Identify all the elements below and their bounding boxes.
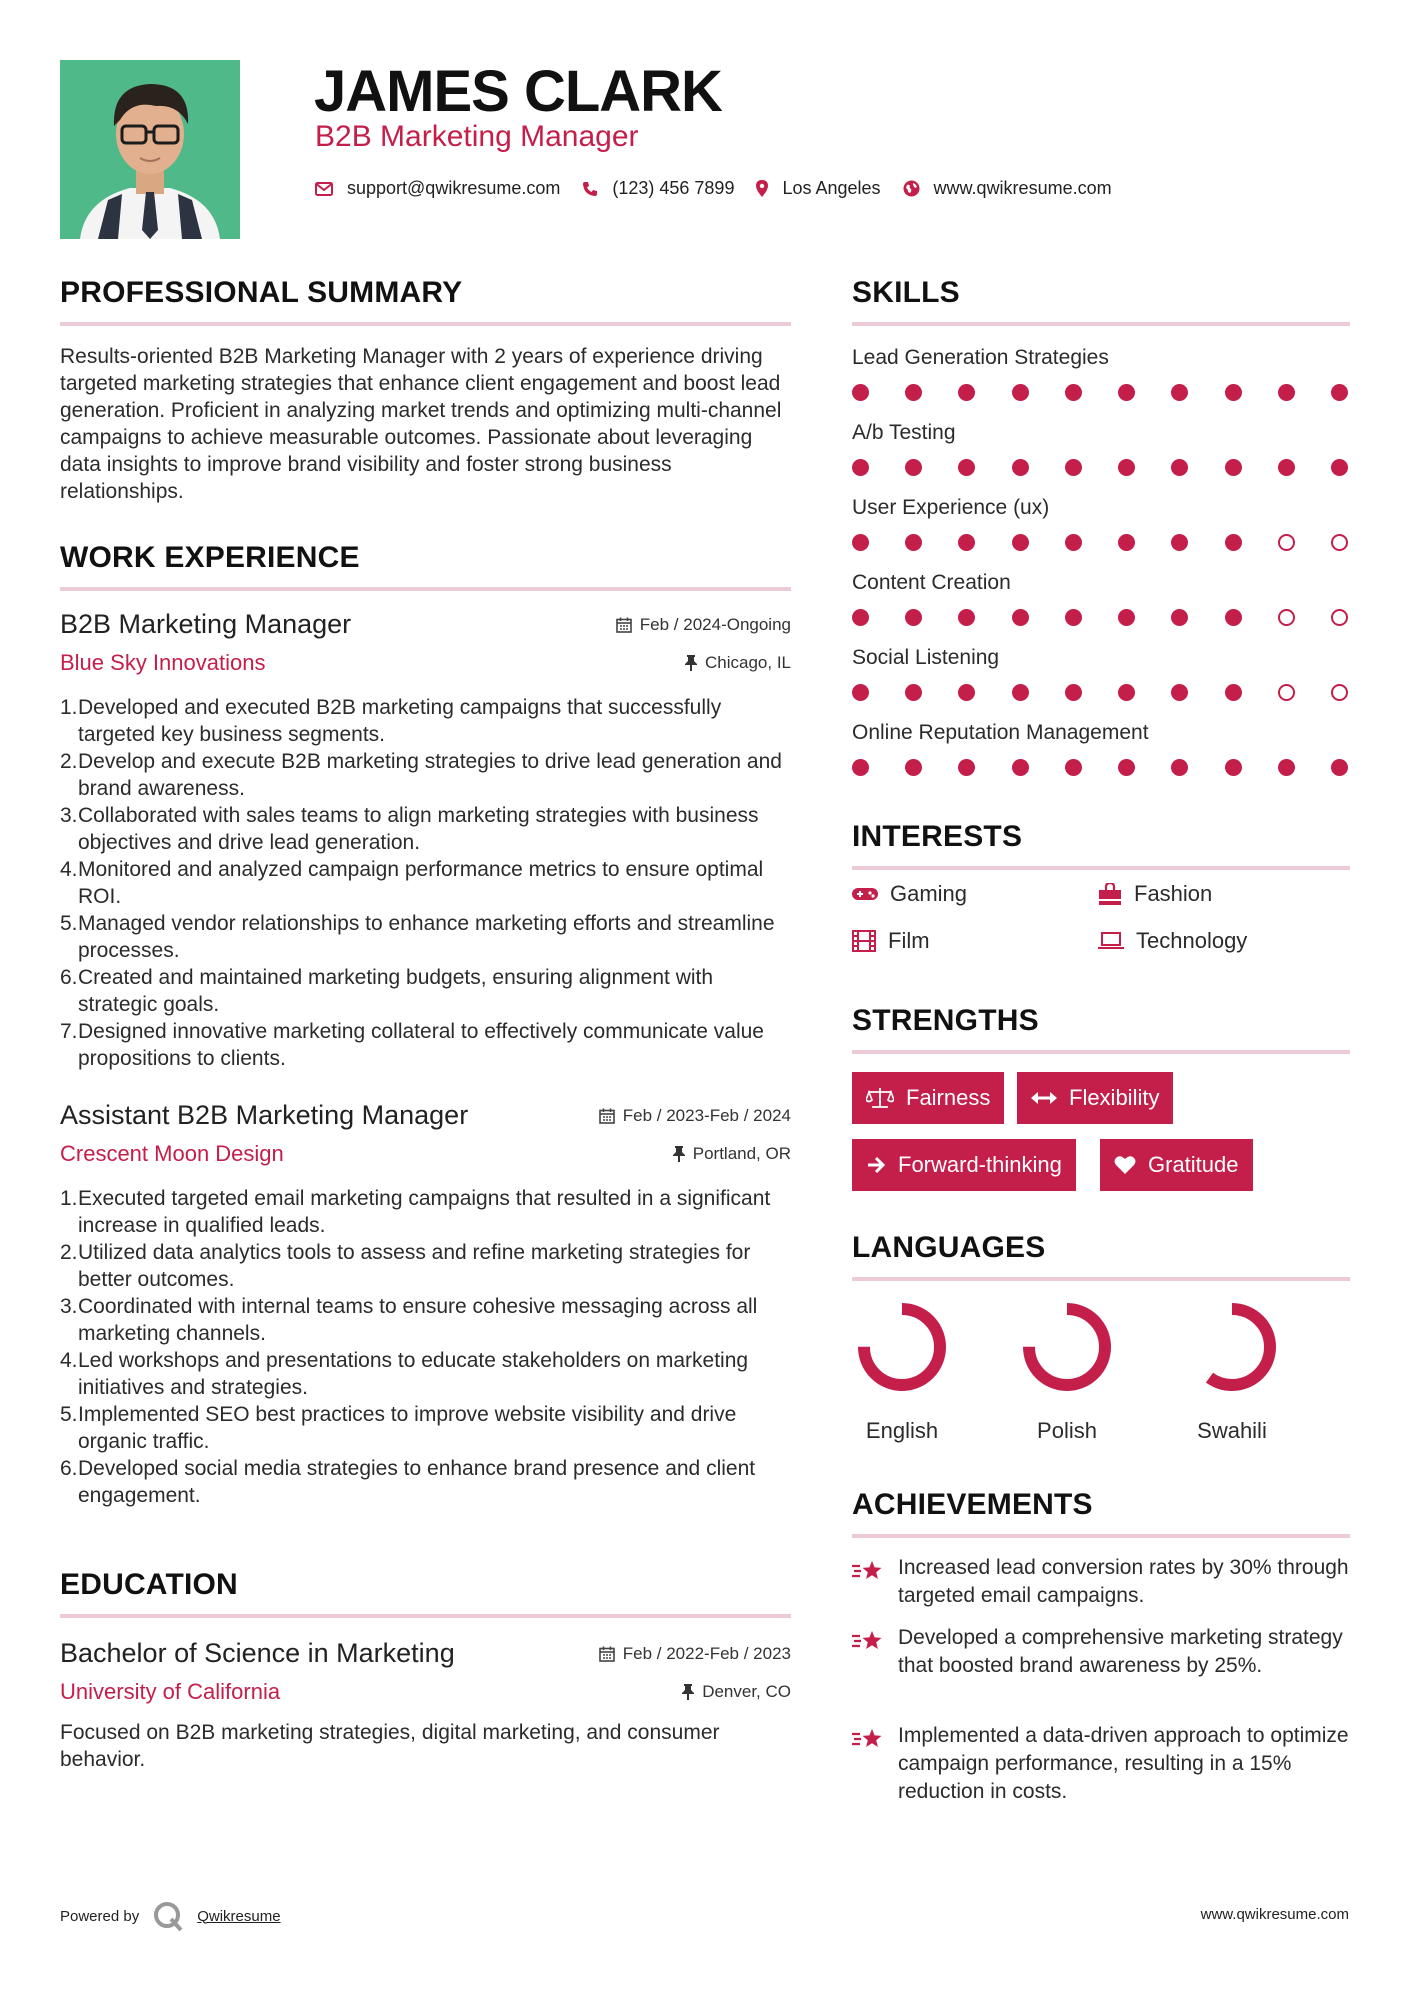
rating-dot-filled [905,684,922,701]
footer-powered-by [60,1900,281,1932]
rating-dot-filled [1331,759,1348,776]
rating-dot-filled [852,759,869,776]
experience-title: WORK EXPERIENCE [60,541,360,574]
shooting-star-icon [852,1726,884,1752]
strength-gratitude: Gratitude [1100,1139,1253,1191]
job-title: Assistant B2B Marketing Manager [60,1100,469,1130]
profile-photo [60,60,240,239]
rating-dot-empty [1331,684,1348,701]
location-text: Los Angeles [782,178,881,198]
skill-item [852,571,1350,646]
rating-dot-filled [1225,459,1242,476]
rating-dot-filled [1278,384,1295,401]
interest-technology: Technology [1098,928,1247,954]
rating-dot-filled [1065,759,1082,776]
laptop-icon [1098,932,1124,950]
job-location: Chicago, IL [685,653,791,673]
rating-dot-filled [958,759,975,776]
strength-forward-thinking: Forward-thinking [852,1139,1076,1191]
company-name: Crescent Moon Design [60,1141,284,1166]
email-text: support@qwikresume.com [347,178,561,198]
rating-dot-filled [958,684,975,701]
list-item: 6. Developed social media strategies to enhance brand presence and client engagement. [60,1457,756,1507]
candidate-role: B2B Marketing Manager [315,120,639,153]
summary-section [60,276,791,505]
rating-dot-empty [1278,534,1295,551]
rating-dot-filled [1065,534,1082,551]
language-item [1172,1297,1292,1444]
skills-title: SKILLS [852,276,960,309]
shopping-bag-icon [1098,883,1122,905]
skill-name: Lead Generation Strategies [852,346,1109,369]
rating-dot-filled [1171,609,1188,626]
rating-dot-filled [1278,459,1295,476]
interest-film: Film [852,928,930,954]
rating-dot-filled [1012,534,1029,551]
rating-dot-filled [852,684,869,701]
rating-dot-filled [1065,384,1082,401]
skill-rating [852,684,1348,701]
education-text: Focused on B2B marketing strategies, digital marketing, and consumer behavior. [60,1721,720,1771]
interests-section [852,820,1350,970]
phone-icon [582,181,598,197]
language-item [1007,1297,1127,1444]
calendar-icon [616,617,632,633]
rating-dot-filled [1118,534,1135,551]
section-divider [60,1614,791,1618]
brand-link[interactable]: Qwikresume [197,1907,281,1925]
job-bullets [60,1185,791,1509]
rating-dot-filled [1225,384,1242,401]
rating-dot-filled [958,384,975,401]
rating-dot-filled [905,609,922,626]
language-name: English [865,1418,939,1443]
achievements-section [852,1488,1350,1818]
website-text: www.qwikresume.com [933,178,1112,198]
achievement-item: Implemented a data-driven approach to optimize campaign performance, resulting in a 15% reduction in costs. [852,1722,1350,1806]
arrows-horizontal-icon [1031,1091,1057,1105]
rating-dot-filled [852,609,869,626]
rating-dot-empty [1278,684,1295,701]
phone-text: (123) 456 7899 [612,178,735,198]
rating-dot-filled [1171,759,1188,776]
education-section [60,1568,791,1773]
calendar-icon [599,1108,615,1124]
skill-name: Content Creation [852,571,1011,594]
company-name: Blue Sky Innovations [60,650,266,675]
skill-name: A/b Testing [852,421,956,444]
list-item: 4. Monitored and analyzed campaign performance metrics to ensure optimal ROI. [60,858,764,908]
rating-dot-filled [1118,759,1135,776]
education-date: Feb / 2022-Feb / 2023 [599,1644,791,1664]
list-item: 7. Designed innovative marketing collateral to effectively communicate value propositions to clients. [60,1020,764,1070]
arrow-right-icon [866,1155,886,1175]
interest-fashion: Fashion [1098,881,1212,907]
gamepad-icon [852,886,878,902]
summary-title: PROFESSIONAL SUMMARY [60,276,463,309]
rating-dot-filled [1225,609,1242,626]
education-location: Denver, CO [682,1682,791,1702]
qwikresume-logo-icon [153,1900,185,1932]
achievement-item: Increased lead conversion rates by 30% through targeted email campaigns. [852,1554,1350,1610]
section-divider [60,587,791,591]
achievement-item: Developed a comprehensive marketing strategy that boosted brand awareness by 25%. [852,1624,1350,1680]
language-level-arc [1194,1309,1270,1385]
rating-dot-filled [1225,684,1242,701]
section-divider [852,866,1350,870]
language-level-gauge [1182,1297,1282,1397]
contact-bar [315,178,1134,199]
rating-dot-filled [1012,609,1029,626]
skill-item [852,346,1350,421]
summary-text: Results-oriented B2B Marketing Manager with 2 years of experience driving targeted marketing strategies that enhance client engagement and boost lead generation. Proficient in analyzing market trends and optimizing multi-channel campaigns to achieve measurable outcomes. Passionate about leveraging data insights to improve brand visibility and foster strong business relationships. [60,345,782,503]
section-divider [852,1277,1350,1281]
section-divider [60,322,791,326]
rating-dot-filled [1065,684,1082,701]
rating-dot-filled [1171,684,1188,701]
rating-dot-filled [1012,384,1029,401]
education-title: EDUCATION [60,1568,238,1601]
strength-flexibility: Flexibility [1017,1072,1173,1124]
skill-rating [852,759,1348,776]
list-item: 1. Developed and executed B2B marketing campaigns that successfully targeted key business segments. [60,696,722,746]
achievements-title: ACHIEVEMENTS [852,1488,1093,1521]
map-marker-icon [756,180,768,197]
rating-dot-filled [958,609,975,626]
rating-dot-filled [1118,684,1135,701]
list-item: 2. Develop and execute B2B marketing strategies to drive lead generation and brand awareness. [60,750,782,800]
rating-dot-filled [852,534,869,551]
section-divider [852,322,1350,326]
rating-dot-filled [1118,609,1135,626]
skill-item [852,646,1350,721]
rating-dot-filled [1065,459,1082,476]
list-item: 1. Executed targeted email marketing campaigns that resulted in a significant increase in qualified leads. [60,1187,771,1237]
rating-dot-empty [1331,609,1348,626]
skills-section [852,276,1350,796]
rating-dot-empty [1278,609,1295,626]
pushpin-icon [682,1684,694,1700]
degree-title: Bachelor of Science in Marketing [60,1638,455,1668]
contact-website[interactable] [903,178,1112,199]
envelope-icon [315,182,333,196]
experience-section [60,541,791,1509]
rating-dot-filled [1331,384,1348,401]
skill-rating [852,609,1348,626]
balance-scale-icon [866,1087,894,1109]
language-name: Polish [1037,1418,1097,1443]
language-name: Swahili [1197,1418,1267,1443]
pushpin-icon [685,655,697,671]
rating-dot-filled [905,534,922,551]
skill-rating [852,534,1348,551]
section-divider [852,1534,1350,1538]
film-icon [852,930,876,952]
job-title: B2B Marketing Manager [60,609,352,639]
strength-fairness: Fairness [852,1072,1004,1124]
skill-name: User Experience (ux) [852,496,1050,519]
rating-dot-filled [852,384,869,401]
skill-rating [852,384,1348,401]
language-level-arc [1029,1309,1105,1385]
strengths-title: STRENGTHS [852,1004,1039,1037]
contact-location [756,178,880,199]
footer-site-link[interactable]: www.qwikresume.com [1200,1906,1349,1923]
rating-dot-filled [958,534,975,551]
languages-section [852,1231,1350,1446]
list-item: 3. Coordinated with internal teams to ensure cohesive messaging across all marketing channels. [60,1295,758,1345]
skill-item [852,721,1350,796]
list-item: 4. Led workshops and presentations to educate stakeholders on marketing initiatives and strategies. [60,1349,749,1399]
contact-email[interactable] [315,178,560,199]
interest-gaming: Gaming [852,881,967,907]
language-level-gauge [852,1297,952,1397]
language-level-gauge [1017,1297,1117,1397]
rating-dot-filled [1171,459,1188,476]
pushpin-icon [673,1146,685,1162]
rating-dot-filled [1012,459,1029,476]
list-item: 2. Utilized data analytics tools to assess and refine marketing strategies for better outcomes. [60,1241,751,1291]
rating-dot-filled [1225,759,1242,776]
rating-dot-filled [1012,684,1029,701]
list-item: 5. Implemented SEO best practices to improve website visibility and drive organic traffic. [60,1403,737,1453]
skill-rating [852,459,1348,476]
skill-name: Social Listening [852,646,1000,669]
rating-dot-filled [1065,609,1082,626]
heart-icon [1114,1155,1136,1175]
rating-dot-filled [1118,384,1135,401]
language-level-arc [864,1309,940,1385]
rating-dot-filled [1012,759,1029,776]
job-entry [60,1100,791,1509]
skill-name: Online Reputation Management [852,721,1149,744]
list-item: 3. Collaborated with sales teams to align marketing strategies with business objectives and drive lead generation. [60,804,759,854]
job-location: Portland, OR [673,1144,791,1164]
languages-title: LANGUAGES [852,1231,1046,1264]
list-item: 5. Managed vendor relationships to enhance marketing efforts and streamline processes. [60,912,775,962]
rating-dot-filled [905,759,922,776]
shooting-star-icon [852,1558,884,1584]
job-entry [60,609,791,1072]
shooting-star-icon [852,1628,884,1654]
school-name: University of California [60,1679,281,1704]
job-date: Feb / 2023-Feb / 2024 [599,1106,791,1126]
rating-dot-filled [1118,459,1135,476]
rating-dot-filled [1171,384,1188,401]
globe-icon [903,180,920,197]
rating-dot-filled [958,459,975,476]
powered-by-text: Powered by [60,1907,140,1925]
strengths-section [852,1004,1350,1204]
rating-dot-filled [905,459,922,476]
skill-item [852,421,1350,496]
rating-dot-filled [1331,459,1348,476]
rating-dot-filled [852,459,869,476]
interests-title: INTERESTS [852,820,1023,853]
skill-item [852,496,1350,571]
candidate-name: JAMES CLARK [314,59,722,124]
contact-phone[interactable] [582,178,734,199]
rating-dot-empty [1331,534,1348,551]
job-bullets [60,694,791,1072]
job-date: Feb / 2024-Ongoing [616,615,791,635]
language-item [842,1297,962,1444]
list-item: 6. Created and maintained marketing budgets, ensuring alignment with strategic goals. [60,966,714,1016]
rating-dot-filled [1171,534,1188,551]
skills-list [852,346,1350,796]
rating-dot-filled [905,384,922,401]
rating-dot-filled [1278,759,1295,776]
calendar-icon [599,1646,615,1662]
section-divider [852,1050,1350,1054]
rating-dot-filled [1225,534,1242,551]
